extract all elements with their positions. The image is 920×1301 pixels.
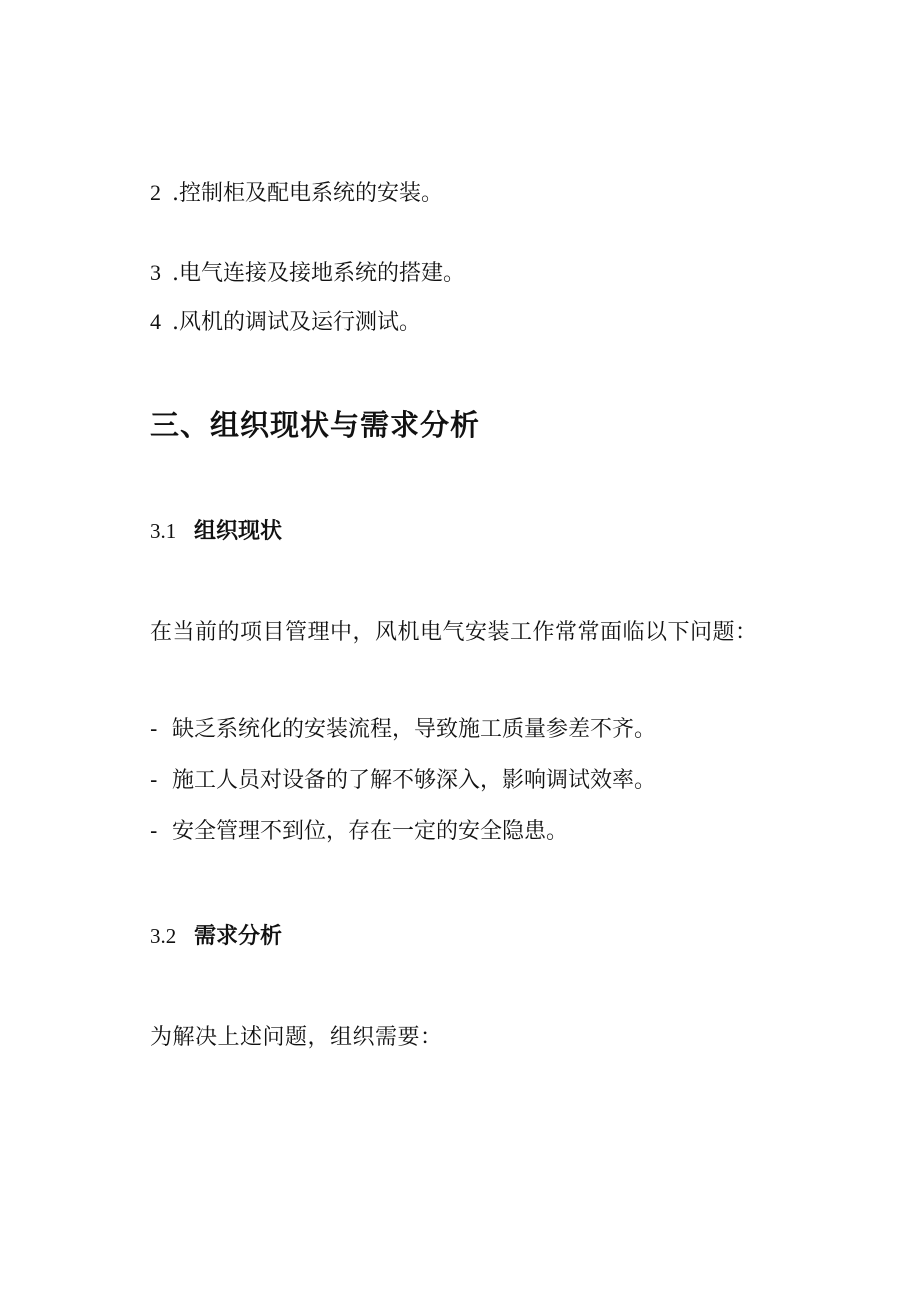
list-item-text: .电气连接及接地系统的搭建。 [172, 261, 465, 286]
issue-text: 施工人员对设备的了解不够深入，影响调试效率。 [172, 768, 657, 793]
issue-item [150, 821, 568, 843]
issue-text: 安全管理不到位，存在一定的安全隐患。 [172, 819, 569, 844]
list-item-text: .控制柜及配电系统的安装。 [172, 181, 443, 206]
section-number: 3.2 [150, 924, 177, 948]
issue-item [150, 770, 656, 792]
issue-item [150, 719, 656, 741]
list-item-number: 2 [150, 180, 161, 205]
list-item-number: 4 [150, 309, 161, 334]
list-item-text: .风机的调试及运行测试。 [172, 310, 421, 335]
section-heading-3-1 [150, 521, 282, 543]
list-item-3 [150, 262, 465, 285]
chapter-title: 三、组织现状与需求分析 [150, 408, 481, 442]
section-title: 组织现状 [194, 519, 283, 544]
section-heading-3-2 [150, 926, 282, 948]
dash-marker: - [150, 819, 158, 844]
list-item-number: 3 [150, 260, 161, 285]
list-item-2 [150, 182, 443, 205]
list-item-4 [150, 311, 421, 334]
section-title: 需求分析 [194, 924, 283, 949]
dash-marker: - [150, 717, 158, 742]
issue-text: 缺乏系统化的安装流程，导致施工质量参差不齐。 [172, 717, 657, 742]
section-number: 3.1 [150, 519, 177, 543]
section-3-2-intro: 为解决上述问题，组织需要： [150, 1025, 443, 1050]
dash-marker: - [150, 768, 158, 793]
section-3-1-intro: 在当前的项目管理中，风机电气安装工作常常面临以下问题： [150, 620, 758, 645]
